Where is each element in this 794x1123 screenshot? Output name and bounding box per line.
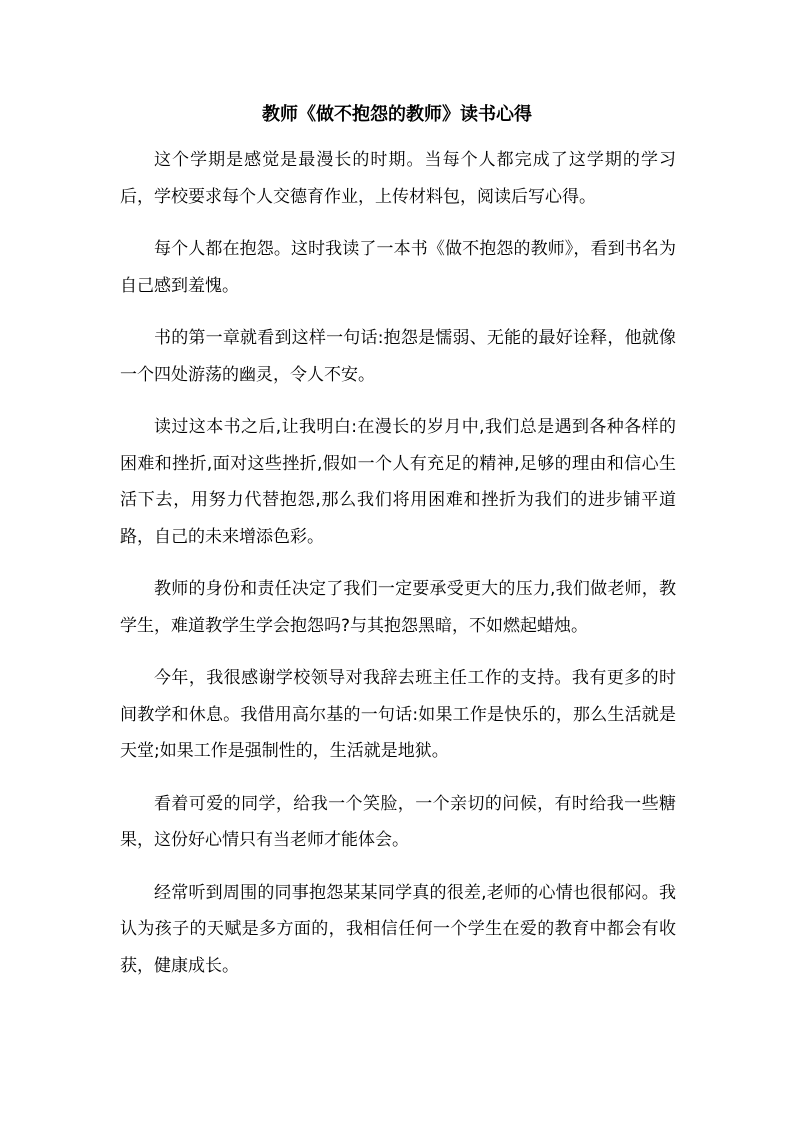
paragraph-1: 这个学期是感觉是最漫长的时期。当每个人都完成了这学期的学习后，学校要求每个人交德育作业，上传材料包，阅读后写心得。 (120, 150, 676, 207)
paragraph-7: 看着可爱的同学，给我一个笑脸，一个亲切的问候，有时给我一些糖果，这份好心情只有当老师才能体会。 (120, 793, 676, 850)
document-body (120, 142, 676, 1000)
paragraph-6: 今年，我很感谢学校领导对我辞去班主任工作的支持。我有更多的时间教学和休息。我借用高尔基的一句话:如果工作是快乐的，那么生活就是天堂;如果工作是强制性的，生活就是地狱。 (120, 668, 676, 761)
paragraph-5: 教师的身份和责任决定了我们一定要承受更大的压力,我们做老师，教学生，难道教学生学会抱怨吗?与其抱怨黑暗，不如燃起蜡烛。 (120, 579, 676, 636)
paragraph-3: 书的第一章就看到这样一句话:抱怨是懦弱、无能的最好诠释，他就像一个四处游荡的幽灵，令人不安。 (120, 328, 676, 385)
paragraph-4: 读过这本书之后,让我明白:在漫长的岁月中,我们总是遇到各种各样的困难和挫折,面对这些挫折,假如一个人有充足的精神,足够的理由和信心生活下去，用努力代替抱怨,那么我们将用困难和挫折为我们的进步铺平道路，自己的未来增添色彩。 (120, 417, 676, 547)
paragraph-2: 每个人都在抱怨。这时我读了一本书《做不抱怨的教师》，看到书名为自己感到羞愧。 (120, 239, 676, 296)
paragraph-8: 经常听到周围的同事抱怨某某同学真的很差,老师的心情也很郁闷。我认为孩子的天赋是多方面的，我相信任何一个学生在爱的教育中都会有收获，健康成长。 (120, 882, 676, 976)
document-title: 教师《做不抱怨的教师》读书心得 (262, 104, 532, 125)
